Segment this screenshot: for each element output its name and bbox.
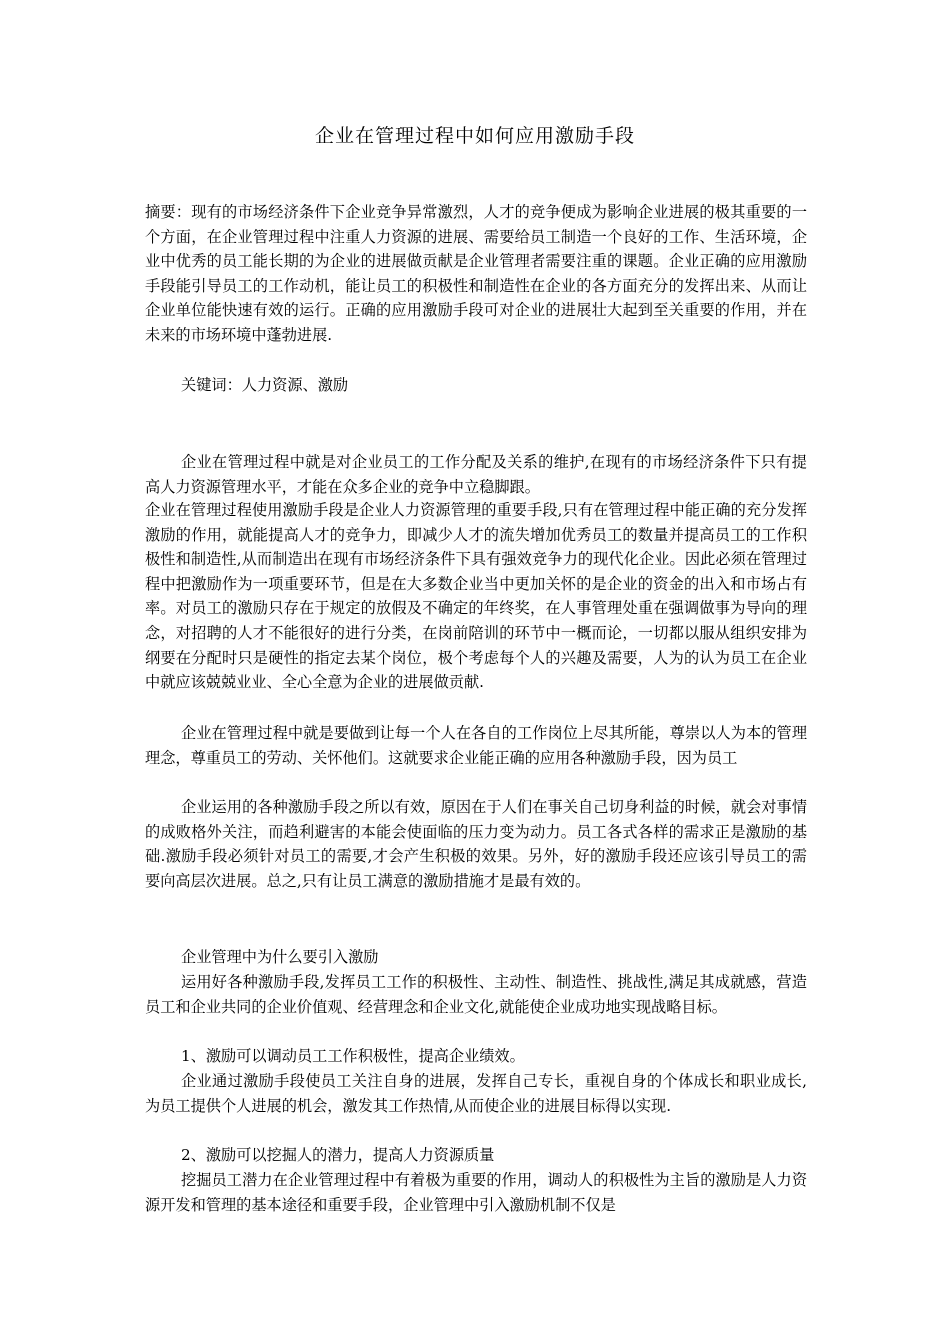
section-heading: 企业管理中为什么要引入激励 [181,948,379,966]
keywords: 关键词：人力资源、激励 [181,376,349,394]
abstract: 摘要：现有的市场经济条件下企业竞争异常激烈，人才的竞争便成为影响企业进展的极其重要的一个方面，在企业管理过程中注重人力资源的进展、需要给员工制造一个良好的工作、生活环境，企业中优秀的员工能长期的为企业的进展做贡献是企业管理者需要注重的课题。企业正确的应用激励手段能引导员工的工作动机，能让员工的积极性和制造性在企业的各方面充分的发挥出来、从而让企业单位能快速有效的运行。正确的应用激励手段可对企业的进展壮大起到至关重要的作用，并在未来的市场环境中蓬勃进展. [145,203,807,344]
paragraph-3: 企业在管理过程中就是要做到让每一个人在各自的工作岗位上尽其所能，尊崇以人为本的管理理念，尊重员工的劳动、关怀他们。这就要求企业能正确的应用各种激励手段，因为员工 [145,724,807,767]
subheading-1: 1、激励可以调动员工工作积极性，提高企业绩效。 [181,1047,525,1065]
paragraph-5: 运用好各种激励手段,发挥员工工作的积极性、主动性、制造性、挑战性,满足其成就感，营造员工和企业共同的企业价值观、经营理念和企业文化,就能使企业成功地实现战略目标。 [145,973,807,1016]
paragraph-1: 企业在管理过程中就是对企业员工的工作分配及关系的维护,在现有的市场经济条件下只有提高人力资源管理水平，才能在众多企业的竞争中立稳脚跟。 [145,453,807,496]
paragraph-2: 企业在管理过程使用激励手段是企业人力资源管理的重要手段,只有在管理过程中能正确的充分发挥激励的作用，就能提高人才的竞争力，即减少人才的流失增加优秀员工的数量并提高员工的工作积极性和制造性,从而制造出在现有市场经济条件下具有强效竞争力的现代化企业。因此必须在管理过程中把激励作为一项重要环节，但是在大多数企业当中更加关怀的是企业的资金的出入和市场占有率。对员工的激励只存在于规定的放假及不确定的年终奖，在人事管理处重在强调做事为导向的理念，对招聘的人才不能很好的进行分类，在岗前陪训的环节中一概而论，一切都以服从组织安排为纲要在分配时只是硬性的指定去某个岗位，极个考虑每个人的兴趣及需要，人为的认为员工在企业中就应该兢兢业业、全心全意为企业的进展做贡献. [145,501,807,692]
subheading-2: 2、激励可以挖掘人的潜力，提高人力资源质量 [181,1146,495,1164]
paragraph-7: 挖掘员工潜力在企业管理过程中有着极为重要的作用，调动人的积极性为主旨的激励是人力资源开发和管理的基本途径和重要手段，企业管理中引入激励机制不仅是 [145,1171,807,1214]
paragraph-4: 企业运用的各种激励手段之所以有效，原因在于人们在事关自己切身利益的时候，就会对事情的成败格外关注，而趋利避害的本能会使面临的压力变为动力。员工各式各样的需求正是激励的基础.激励手段必须针对员工的需要,才会产生积极的效果。另外，好的激励手段还应该引导员工的需要向高层次进展。总之,只有让员工满意的激励措施才是最有效的。 [145,798,807,890]
document-title: 企业在管理过程中如何应用激励手段 [314,125,635,147]
paragraph-6: 企业通过激励手段使员工关注自身的进展，发挥自己专长，重视自身的个体成长和职业成长,为员工提供个人进展的机会，激发其工作热情,从而使企业的进展目标得以实现. [145,1072,807,1115]
